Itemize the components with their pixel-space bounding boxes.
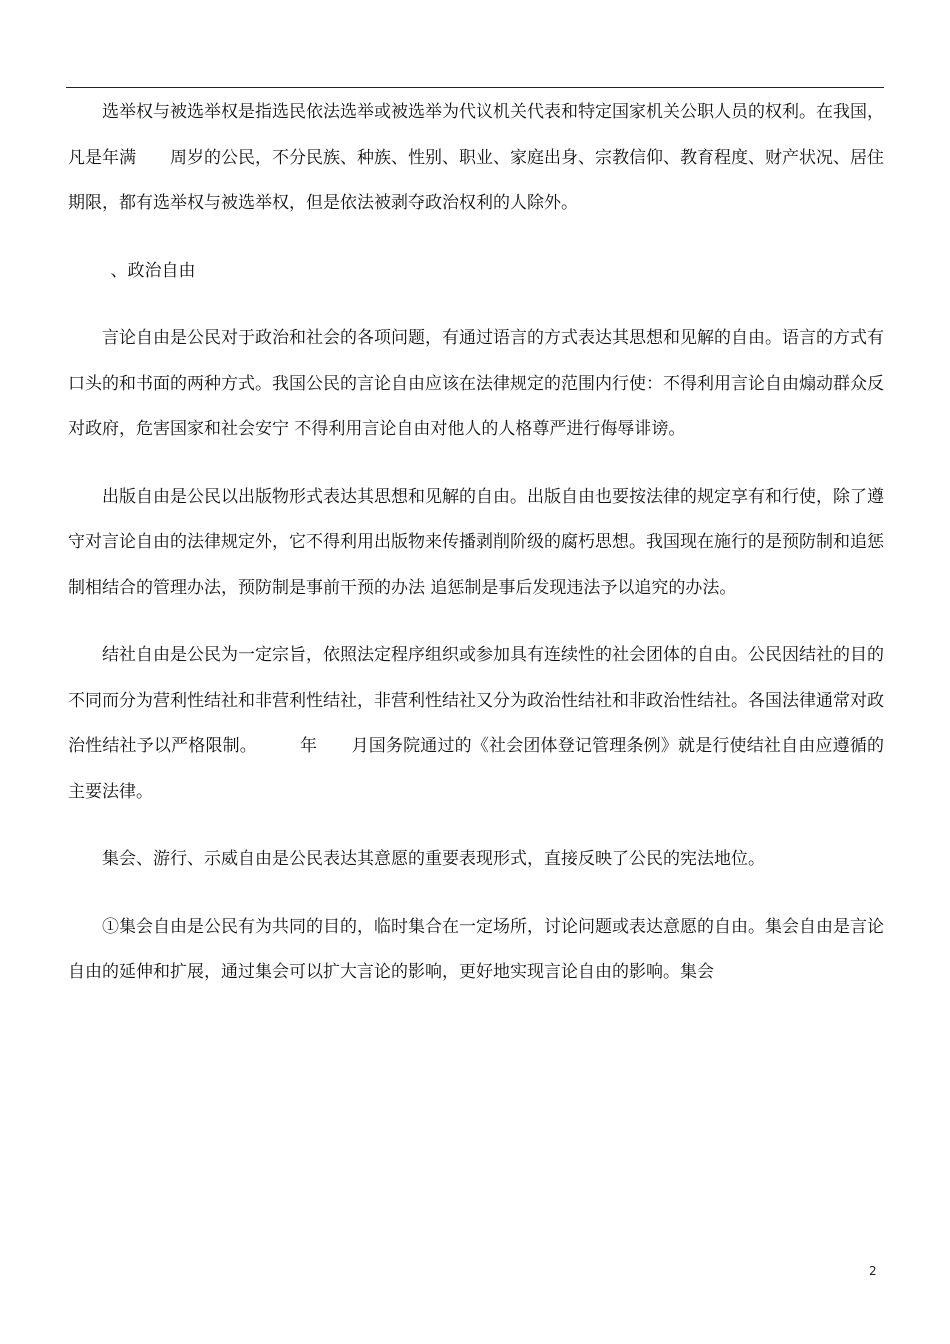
paragraph-freedom-of-association: 结社自由是公民为一定宗旨，依照法定程序组织或参加具有连续性的社会团体的自由。公民因结社的目的不同而分为营利性结社和非营利性结社，非营利性结社又分为政治性结社和非政治性结社。各国法律通常对政治性结社予以严格限制。 年 月国务院通过的《社会团体登记管理条例》就是行使结社自由应遵循的主要法律。 bbox=[68, 645, 884, 802]
header-rule bbox=[66, 87, 884, 88]
paragraph-assembly-overview: 集会、游行、示威自由是公民表达其意愿的重要表现形式，直接反映了公民的宪法地位。 bbox=[102, 849, 765, 869]
section-heading-political-freedom: 、政治自由 bbox=[110, 260, 196, 281]
paragraph-freedom-of-press: 出版自由是公民以出版物形式表达其思想和见解的自由。出版自由也要按法律的规定享有和行使，除了遵守对言论自由的法律规定外，它不得利用出版物来传播剥削阶级的腐朽思想。我国现在施行的是预防制和追惩制相结合的管理办法，预防制是事前干预的办法 追惩制是事后发现违法予以追究的办法。 bbox=[68, 486, 884, 598]
document-body bbox=[68, 90, 884, 996]
paragraph-voting-rights: 选举权与被选举权是指选民依法选举或被选举为代议机关代表和特定国家机关公职人员的权利。在我国，凡是年满 周岁的公民，不分民族、种族、性别、职业、家庭出身、宗教信仰、教育程度、财产状况、居住期限，都有选举权与被选举权，但是依法被剥夺政治权利的人除外。 bbox=[68, 102, 884, 213]
page-number: 2 bbox=[869, 1264, 877, 1278]
paragraph-freedom-of-speech: 言论自由是公民对于政治和社会的各项问题，有通过语言的方式表达其思想和见解的自由。语言的方式有口头的和书面的两种方式。我国公民的言论自由应该在法律规定的范围内行使：不得利用言论自由煽动群众反对政府，危害国家和社会安宁 不得利用言论自由对他人的人格尊严进行侮辱诽谤。 bbox=[68, 328, 884, 439]
paragraph-freedom-of-assembly: ①集会自由是公民有为共同的目的，临时集合在一定场所，讨论问题或表达意愿的自由。集会自由是言论自由的延伸和扩展，通过集会可以扩大言论的影响，更好地实现言论自由的影响。集会 bbox=[68, 916, 884, 982]
